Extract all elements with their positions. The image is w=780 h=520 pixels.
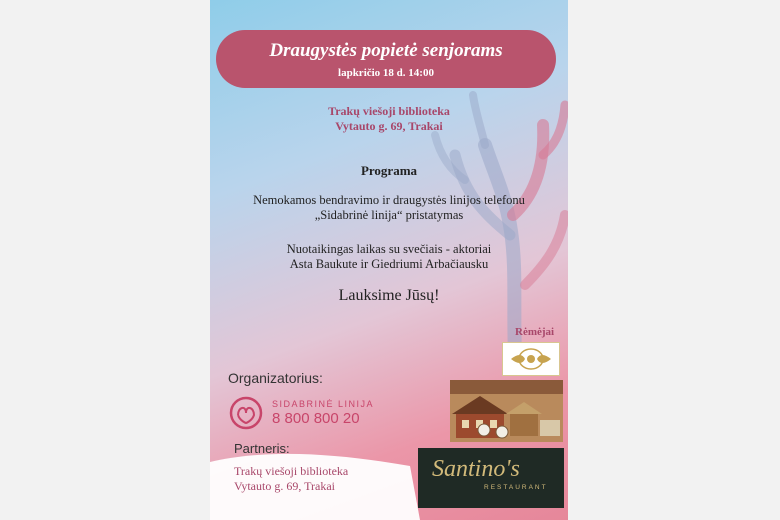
organizer-logo-text: SIDABRINĖ LINIJA <box>272 399 375 409</box>
venue-address: Vytauto g. 69, Trakai <box>335 119 443 133</box>
organizer-label: Organizatorius: <box>228 370 323 386</box>
sidabrine-linija-logo-icon <box>228 395 268 431</box>
program-line: Asta Baukute ir Giedriumi Arbačiausku <box>289 257 489 271</box>
program-line: Nuotaikingas laikas su svečiais - aktoriai <box>286 242 492 256</box>
program-heading: Programa <box>360 163 418 178</box>
program-line: „Sidabrinė linija“ pristatymas <box>314 208 464 222</box>
organizer-phone: 8 800 800 20 <box>272 410 360 427</box>
partner-address: Vytauto g. 69, Trakai <box>234 479 336 493</box>
program-line: Nemokamos bendravimo ir draugystės linijos telefonu <box>253 193 525 207</box>
santinos-name: Santino's <box>432 456 520 482</box>
sponsor-logo-emblem <box>502 342 560 376</box>
sponsor-photo-building <box>450 380 563 442</box>
santinos-subtitle: RESTAURANT <box>484 484 548 491</box>
partner-label: Partneris: <box>234 441 290 456</box>
closing-text: Lauksime Jūsų! <box>338 287 440 304</box>
sponsors-label: Rėmėjai <box>515 326 555 338</box>
venue-name: Trakų viešoji biblioteka <box>328 104 450 118</box>
event-poster <box>210 0 568 520</box>
event-date: lapkričio 18 d. 14:00 <box>338 67 434 79</box>
event-title: Draugystės popietė senjorams <box>269 40 503 61</box>
partner-name: Trakų viešoji biblioteka <box>234 464 349 478</box>
title-banner <box>216 30 556 88</box>
